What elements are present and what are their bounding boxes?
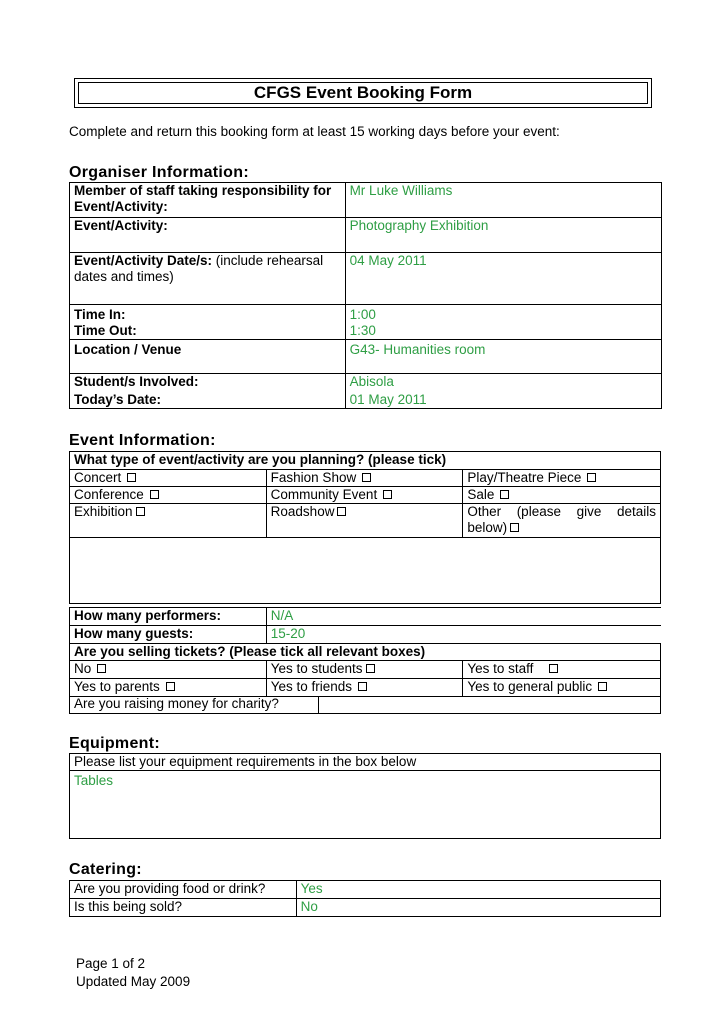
type-roadshow[interactable]: [266, 504, 463, 538]
staff-value[interactable]: Mr Luke Williams: [345, 183, 661, 218]
type-sale-label: Sale: [467, 487, 495, 502]
time-in-value[interactable]: 1:00: [345, 305, 661, 324]
type-question: What type of event/activity are you planning? (please tick): [70, 452, 661, 470]
type-community[interactable]: [266, 487, 463, 504]
ticket-friends-checkbox[interactable]: [358, 682, 367, 691]
guests-label: How many guests:: [70, 626, 267, 644]
date-label: Event/Activity Date/s:: [74, 253, 213, 268]
type-play-label: Play/Theatre Piece: [467, 470, 582, 485]
ticket-students-checkbox[interactable]: [366, 664, 375, 673]
roadshow-checkbox[interactable]: [337, 507, 346, 516]
type-other-label: Other (please give details below): [467, 504, 656, 535]
staff-label: Member of staff taking responsibility for Event/Activity:: [70, 183, 346, 218]
equipment-table: [69, 753, 661, 839]
catering-table: [69, 880, 661, 917]
staff-row: [70, 183, 662, 218]
ticket-public-checkbox[interactable]: [598, 682, 607, 691]
today-label: Today’s Date:: [70, 392, 346, 409]
sold-value[interactable]: No: [296, 899, 660, 917]
tickets-row-2: [70, 679, 661, 697]
location-row: [70, 340, 662, 374]
updated-date: Updated May 2009: [76, 974, 191, 989]
sold-label: Is this being sold?: [70, 899, 297, 917]
ticket-no-checkbox[interactable]: [97, 664, 106, 673]
charity-question: Are you raising money for charity?: [70, 696, 319, 713]
guests-row: [70, 626, 661, 644]
organiser-heading: Organiser Information:: [69, 164, 249, 181]
exhibition-checkbox[interactable]: [136, 507, 145, 516]
type-exhibition-label: Exhibition: [74, 504, 133, 519]
ticket-no[interactable]: [70, 661, 267, 679]
charity-table: [69, 696, 661, 714]
ticket-parents-checkbox[interactable]: [166, 682, 175, 691]
organiser-table: [69, 182, 662, 409]
ticket-friends[interactable]: [266, 679, 463, 697]
conference-checkbox[interactable]: [150, 490, 159, 499]
time-out-label: Time Out:: [70, 323, 346, 340]
ticket-public-label: Yes to general public: [467, 679, 593, 694]
type-other[interactable]: [463, 504, 661, 538]
event-row: [70, 218, 662, 253]
equipment-heading: Equipment:: [69, 735, 160, 752]
footer: [76, 955, 190, 991]
equipment-instruction: Please list your equipment requirements in the box below: [70, 754, 451, 771]
ticket-staff-checkbox[interactable]: [549, 664, 558, 673]
type-conference-label: Conference: [74, 487, 144, 502]
location-label: Location / Venue: [70, 340, 346, 374]
equipment-value[interactable]: Tables: [70, 771, 661, 839]
equipment-instruction-spacer: [451, 754, 661, 771]
type-concert[interactable]: [70, 470, 267, 487]
event-heading: Event Information:: [69, 432, 216, 449]
type-exhibition[interactable]: [70, 504, 267, 538]
form-title-inner-border: [78, 82, 648, 104]
intro-text: Complete and return this booking form at least 15 working days before your event:: [69, 124, 560, 139]
ticket-students[interactable]: [266, 661, 463, 679]
fashion-checkbox[interactable]: [362, 473, 371, 482]
equipment-instruction-row: [70, 754, 661, 771]
sale-checkbox[interactable]: [500, 490, 509, 499]
time-out-row: [70, 323, 662, 340]
ticket-friends-label: Yes to friends: [270, 679, 353, 694]
play-checkbox[interactable]: [587, 473, 596, 482]
type-row-1: [70, 470, 661, 487]
time-out-value[interactable]: 1:30: [345, 323, 661, 340]
location-value[interactable]: G43- Humanities room: [345, 340, 661, 374]
date-row: [70, 253, 662, 305]
form-title-box: [74, 78, 652, 108]
food-row: [70, 881, 661, 899]
type-sale[interactable]: [463, 487, 661, 504]
food-value[interactable]: Yes: [296, 881, 660, 899]
charity-row: [70, 696, 661, 713]
type-concert-label: Concert: [74, 470, 122, 485]
other-checkbox[interactable]: [510, 523, 519, 532]
students-row: [70, 374, 662, 392]
type-play[interactable]: [463, 470, 661, 487]
event-value[interactable]: Photography Exhibition: [345, 218, 661, 253]
page-number: Page 1 of 2: [76, 956, 146, 971]
type-fashion-label: Fashion Show: [270, 470, 357, 485]
ticket-students-label: Yes to students: [270, 661, 363, 676]
ticket-no-label: No: [74, 661, 92, 676]
event-type-table: [69, 451, 661, 604]
attendance-table: [69, 607, 661, 697]
performers-row: [70, 608, 661, 626]
today-value[interactable]: 01 May 2011: [345, 392, 661, 409]
today-row: [70, 392, 662, 409]
other-details-box[interactable]: [70, 538, 661, 604]
type-conference[interactable]: [70, 487, 267, 504]
charity-value[interactable]: [318, 696, 660, 713]
type-question-row: [70, 452, 661, 470]
date-label-cell: [70, 253, 346, 305]
community-checkbox[interactable]: [383, 490, 392, 499]
form-title: CFGS Event Booking Form: [253, 83, 473, 102]
tickets-row-1: [70, 661, 661, 679]
type-fashion[interactable]: [266, 470, 463, 487]
students-label: Student/s Involved:: [70, 374, 346, 392]
event-label: Event/Activity:: [70, 218, 346, 253]
tickets-question-row: [70, 644, 661, 661]
date-label-note: (include rehearsal dates and times): [74, 253, 324, 284]
time-in-row: [70, 305, 662, 324]
concert-checkbox[interactable]: [127, 473, 136, 482]
ticket-public[interactable]: [463, 679, 661, 697]
ticket-parents[interactable]: [70, 679, 267, 697]
other-details-row: [70, 538, 661, 604]
equipment-value-row: [70, 771, 661, 839]
type-row-3: [70, 504, 661, 538]
ticket-staff-label: Yes to staff: [467, 661, 534, 676]
food-label: Are you providing food or drink?: [70, 881, 297, 899]
time-in-label: Time In:: [70, 305, 346, 324]
type-community-label: Community Event: [270, 487, 378, 502]
performers-value[interactable]: N/A: [266, 608, 660, 626]
sold-row: [70, 899, 661, 917]
date-value[interactable]: 04 May 2011: [345, 253, 661, 305]
tickets-question: Are you selling tickets? (Please tick all relevant boxes): [70, 644, 661, 661]
type-row-2: [70, 487, 661, 504]
catering-heading: Catering:: [69, 861, 142, 878]
performers-label: How many performers:: [70, 608, 267, 626]
type-roadshow-label: Roadshow: [270, 504, 335, 519]
students-value[interactable]: Abisola: [345, 374, 661, 392]
guests-value[interactable]: 15-20: [266, 626, 660, 644]
ticket-staff[interactable]: [463, 661, 661, 679]
ticket-parents-label: Yes to parents: [74, 679, 160, 694]
